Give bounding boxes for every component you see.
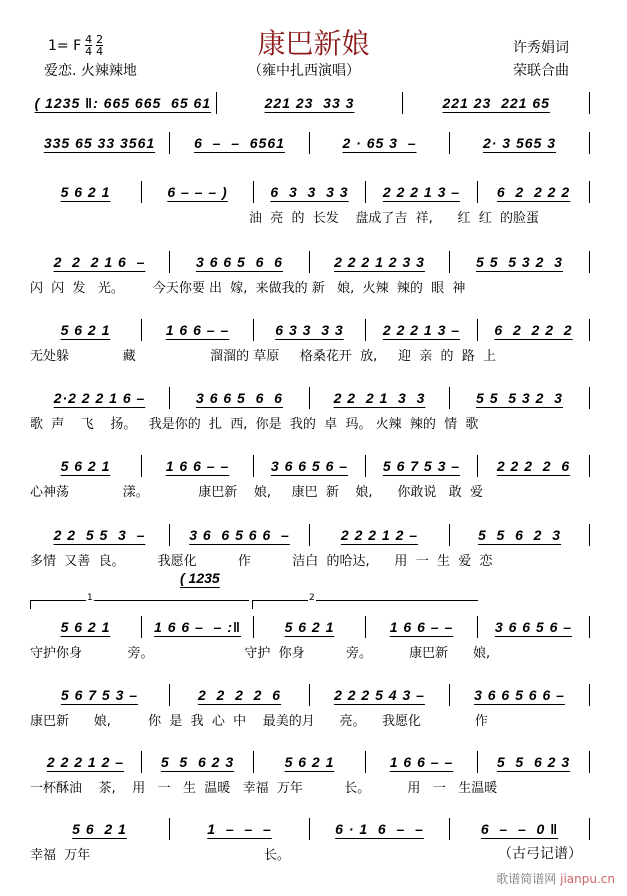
measure: 3 6 6 5 6 –: [270, 458, 349, 474]
lyrics-line: 无处躲 藏 溜溜的 草原 格桑花开 放, 迎 亲 的 路 上: [30, 349, 497, 364]
measure: 5 6 2 1: [60, 619, 111, 635]
measure: 2 2 2 1 3 –: [382, 322, 461, 338]
bar-line: [589, 751, 590, 773]
key-signature: [48, 34, 103, 57]
song-title: 康巴新娘: [257, 27, 370, 60]
time-numerator: 4: [85, 33, 93, 46]
bar-line: [589, 524, 590, 546]
measure: 5 6 2 1: [60, 184, 111, 200]
measure: 2 2 2 5 4 3 –: [334, 687, 425, 703]
watermark-en: jianpu.cn: [560, 872, 615, 886]
volta-number: 1: [87, 593, 93, 603]
measure: 6 – – – ): [167, 184, 228, 200]
lyrics-line: 一杯酥油 茶, 用 一 生 温暖 幸福 万年 长。 用 一 生温暖: [30, 781, 498, 796]
measure: 5 6 2 1: [72, 821, 127, 837]
measure: 1 6 6 – –: [389, 619, 454, 635]
measure: 2 2 2 1 2 –: [46, 754, 125, 770]
bar-line: [589, 684, 590, 706]
measure: 5 5 6 2 3: [477, 527, 562, 543]
measure: 3 6 6 5 6 6: [196, 390, 283, 406]
notation-row: [30, 616, 590, 638]
bar-line: [589, 455, 590, 477]
notation-row: [30, 319, 590, 341]
volta-bracket: [30, 593, 249, 609]
measure: 2· 3 565 3: [482, 135, 557, 151]
measure: 2 2 2 2 6: [496, 458, 571, 474]
lyrics-line: 康巴新 娘, 你 是 我 心 中 最美的月 亮。 我愿化 作: [30, 714, 488, 729]
transcriber-credit: （古弓记谱）: [498, 846, 582, 862]
bar-line: [589, 92, 590, 114]
key: 1= F: [48, 37, 82, 54]
watermark: [496, 870, 615, 887]
measure: 5 5 6 2 3: [496, 754, 571, 770]
bar-line: [589, 818, 590, 840]
lyrics-line: 心神荡 漾。 康巴新 娘, 康巴 新 娘, 你敢说 敢 爱: [30, 485, 484, 500]
volta-number: 2: [309, 593, 315, 603]
lyrics-line: 幸福 万年 长。: [30, 848, 290, 863]
measure: 6 2 2 2 2: [496, 184, 571, 200]
measure: 1 6 6 – –: [165, 458, 230, 474]
bar-line: [589, 132, 590, 154]
measure: 5 6 7 5 3 –: [382, 458, 461, 474]
measure: 2 2 2 1 3 3: [333, 390, 426, 406]
mood: 爱恋. 火辣辣地: [44, 63, 137, 79]
bar-line: [589, 387, 590, 409]
measure: ( 1235 ‖: 665 665 65 61: [34, 95, 212, 111]
volta-bracket: [252, 593, 478, 609]
notation-row: [30, 524, 590, 546]
measure: 2 2 2 1 2 3 3: [334, 254, 425, 270]
measure: 6 – – 6561: [194, 135, 285, 151]
measure: 3 6 6 5 6 6 –: [189, 527, 290, 543]
watermark-cn: 歌谱简谱网: [496, 872, 557, 886]
measure: 5 6 7 5 3 –: [60, 687, 139, 703]
time-denominator: 4: [85, 45, 93, 58]
notation-row: [30, 92, 590, 114]
measure: 3 6 6 5 6 6 –: [474, 687, 565, 703]
measure: 2·2 2 2 1 6 –: [53, 390, 146, 406]
measure: 5 6 2 1: [284, 754, 335, 770]
measure: 221 23 33 3: [264, 95, 355, 111]
notation-row: [30, 132, 590, 154]
measure: 2 · 65 3 –: [342, 135, 417, 151]
bar-line: [589, 251, 590, 273]
measure: 6 – – 0 ‖: [480, 821, 559, 837]
measure: 1 – – –: [207, 821, 272, 837]
time-denominator: 4: [96, 45, 104, 58]
bar-line: [589, 616, 590, 638]
measure: 1 6 6 – – :‖: [154, 619, 241, 635]
time-numerator: 2: [96, 33, 104, 46]
notation-row: [30, 251, 590, 273]
notation-row: [30, 684, 590, 706]
measure: 6 3 3 3 3: [275, 322, 344, 338]
lyrics-line: 油 亮 的 长发 盘成了吉 祥, 红 红 的脸蛋: [30, 211, 540, 226]
measure: 221 23 221 65: [442, 95, 550, 111]
measure: 6 2 2 2 2: [494, 322, 573, 338]
notation-row: [30, 181, 590, 203]
measure: 3 6 6 5 6 –: [494, 619, 573, 635]
measure: 335 65 33 3561: [43, 135, 156, 151]
measure: 5 5 5 3 2 3: [476, 390, 563, 406]
notation-row: [30, 751, 590, 773]
lyrics-line: 闪 闪 发 光。 今天你要 出 嫁, 来做我的 新 娘, 火辣 辣的 眼 神: [30, 281, 466, 296]
lyrics-line: 守护你身 旁。 守护 你身 旁。 康巴新 娘,: [30, 646, 491, 661]
notation-row: [30, 455, 590, 477]
measure: 6 3 3 3 3: [270, 184, 349, 200]
measure: 5 6 2 1: [284, 619, 335, 635]
measure: 5 6 2 1: [60, 458, 111, 474]
bar-line: [589, 319, 590, 341]
pickup-notes: ( 1235: [180, 570, 220, 586]
singer: （雍中扎西演唱）: [248, 63, 360, 79]
measure: 1 6 6 – –: [165, 322, 230, 338]
time-signature-2-4: [96, 34, 103, 57]
bar-line: [589, 181, 590, 203]
measure: 2 2 5 5 3 –: [53, 527, 146, 543]
lyrics-line: 多情 又善 良。 我愿化 作 洁白 的哈达, 用 一 生 爱 恋: [30, 554, 493, 569]
lyrics-line: 歌 声 飞 扬。 我是你的 扎 西, 你是 我的 卓 玛。 火辣 辣的 情 歌: [30, 417, 479, 432]
notation-row: [30, 818, 590, 840]
notation-row: [30, 387, 590, 409]
composer: 荣联合曲: [513, 63, 569, 79]
time-signature-4-4: [85, 34, 92, 57]
measure: 2 2 2 1 3 –: [382, 184, 461, 200]
measure: 5 6 2 1: [60, 322, 111, 338]
measure: 3 6 6 5 6 6: [196, 254, 283, 270]
measure: 1 6 6 – –: [389, 754, 454, 770]
measure: 5 5 5 3 2 3: [476, 254, 563, 270]
measure: 2 2 2 1 2 –: [340, 527, 419, 543]
measure: 2 2 2 2 6: [197, 687, 282, 703]
measure: 6 · 1 6 – –: [335, 821, 424, 837]
measure: 5 5 6 2 3: [160, 754, 235, 770]
measure: 2 2 2 1 6 –: [53, 254, 146, 270]
lyricist: 许秀娟词: [513, 40, 569, 56]
